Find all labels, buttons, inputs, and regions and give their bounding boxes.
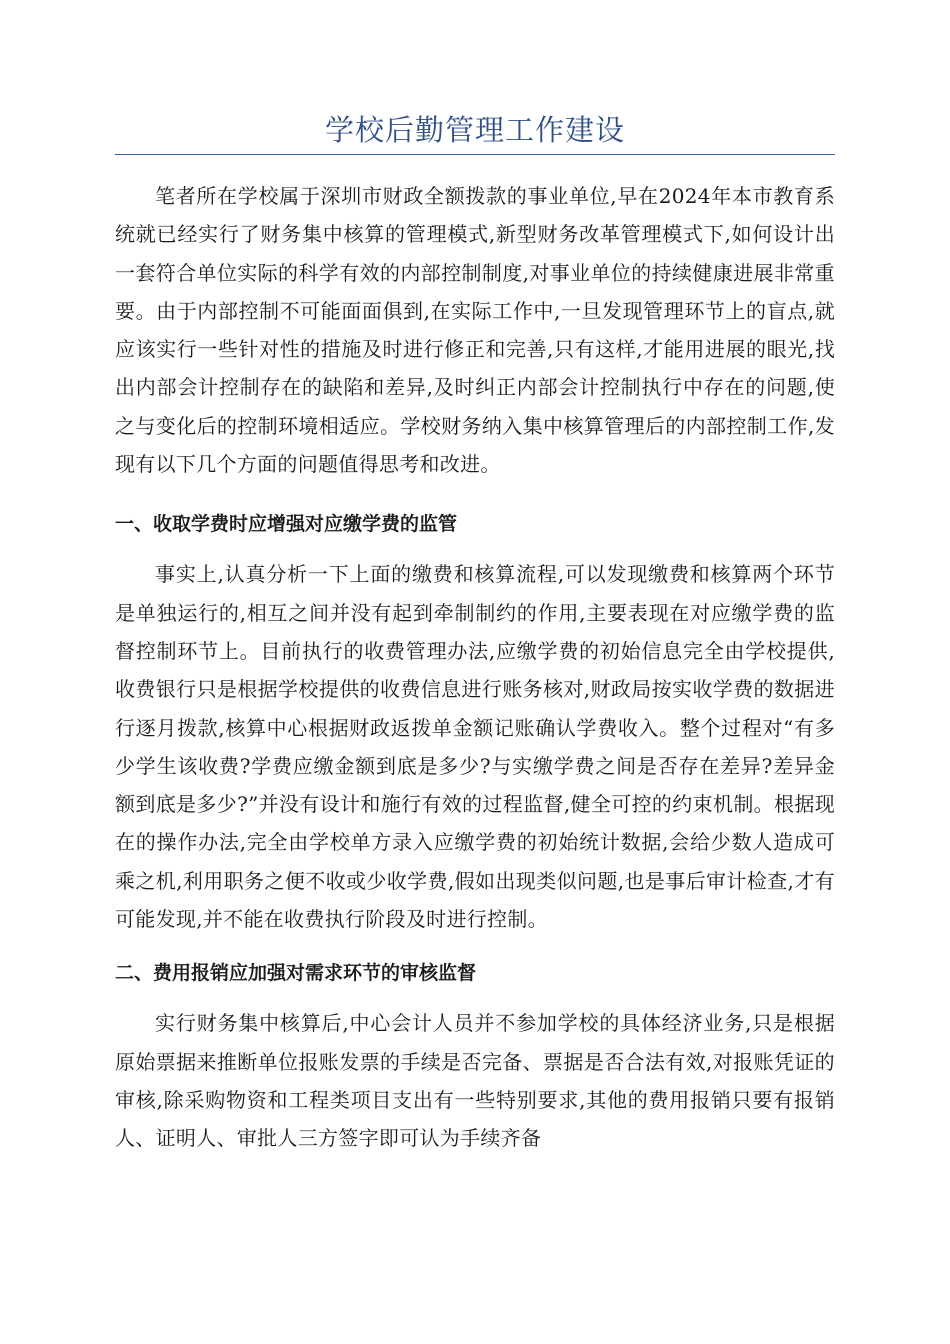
intro-paragraph: 笔者所在学校属于深圳市财政全额拨款的事业单位,早在2024年本市教育系统就已经实行了财务集中核算的管理模式,新型财务改革管理模式下,如何设计出一套符合单位实际的科学有效的内部控制制度,对事业单位的持续健康进展非常重要。由于内部控制不可能面面俱到,在实际工作中,一旦发现管理环节上的盲点,就应该实行一些针对性的措施及时进行修正和完善,只有这样,才能用进展的眼光,找出内部会计控制存在的缺陷和差异,及时纠正内部会计控制执行中存在的问题,使之与变化后的控制环境相适应。学校财务纳入集中核算管理后的内部控制工作,发现有以下几个方面的问题值得思考和改进。 [115, 184, 835, 477]
section-heading-2: 二、费用报销应加强对需求环节的审核监督 [115, 962, 477, 985]
section-2-paragraph: 实行财务集中核算后,中心会计人员并不参加学校的具体经济业务,只是根据原始票据来推断单位报账发票的手续是否完备、票据是否合法有效,对报账凭证的审核,除采购物资和工程类项目支出有一些特别要求,其他的费用报销只要有报销人、证明人、审批人三方签字即可认为手续齐备 [115, 1011, 835, 1151]
section-heading-1: 一、收取学费时应增强对应缴学费的监管 [115, 513, 458, 536]
title-underline [115, 154, 835, 155]
document-page [115, 0, 835, 1158]
section-1-paragraph: 事实上,认真分析一下上面的缴费和核算流程,可以发现缴费和核算两个环节是单独运行的,相互之间并没有起到牵制制约的作用,主要表现在对应缴学费的监督控制环节上。目前执行的收费管理办法,应缴学费的初始信息完全由学校提供,收费银行只是根据学校提供的收费信息进行账务核对,财政局按实收学费的数据进行逐月拨款,核算中心根据财政返拨单金额记账确认学费收入。整个过程对“有多少学生该收费?学费应缴金额到底是多少?与实缴学费之间是否存在差异?差异金额到底是多少?”并没有设计和施行有效的过程监督,健全可控的约束机制。根据现在的操作办法,完全由学校单方录入应缴学费的初始统计数据,会给少数人造成可乘之机,利用职务之便不收或少收学费,假如出现类似问题,也是事后审计检查,才有可能发现,并不能在收费执行阶段及时进行控制。 [115, 562, 835, 932]
document-title: 学校后勤管理工作建设 [324, 113, 625, 147]
